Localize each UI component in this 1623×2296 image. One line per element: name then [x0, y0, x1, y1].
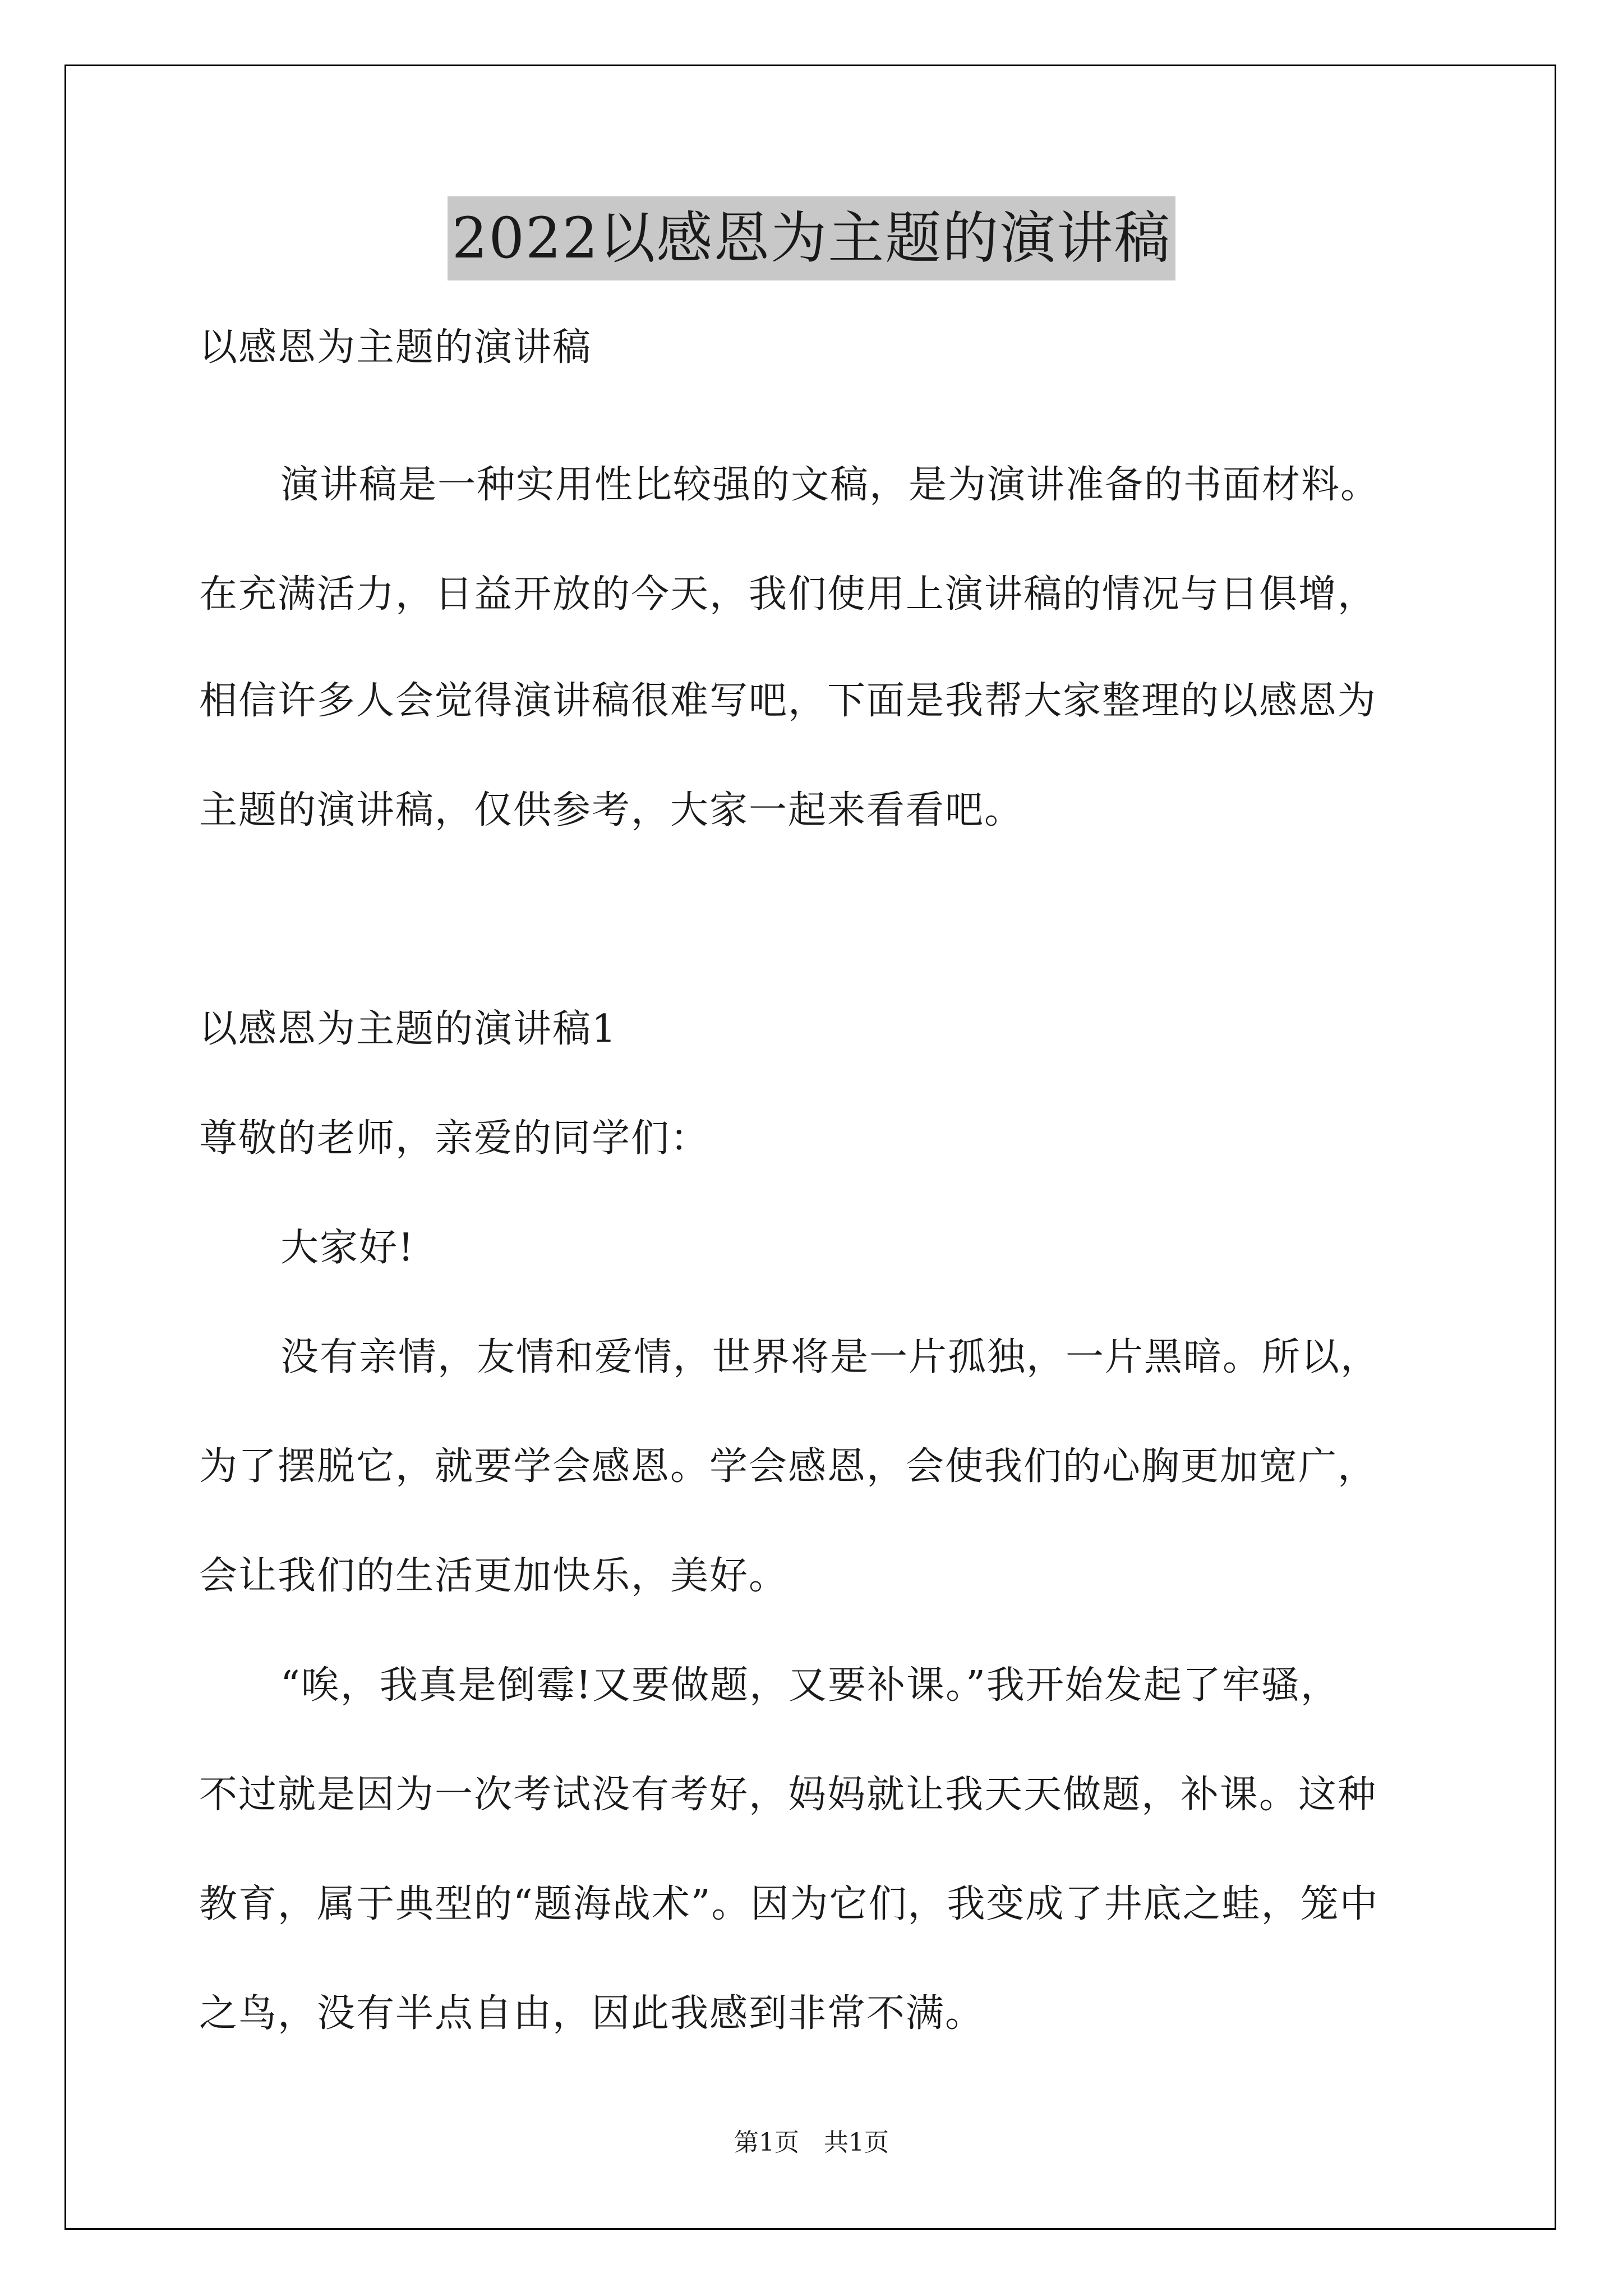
- body-line-5: 不过就是因为一次考试没有考好，妈妈就让我天天做题，补课。这种: [199, 1773, 1377, 1817]
- body-line-7: 之鸟，没有半点自由，因此我感到非常不满。: [199, 1991, 985, 2036]
- body-line-1: 没有亲情，友情和爱情，世界将是一片孤独，一片黑暗。所以，: [280, 1335, 1380, 1379]
- body-line-6: 教育，属于典型的“题海战术”。因为它们，我变成了井底之蛙，笼中: [199, 1882, 1379, 1926]
- page-footer: 第1页 共1页: [734, 2128, 889, 2157]
- salutation-line: 尊敬的老师，亲爱的同学们：: [199, 1116, 710, 1161]
- intro-line-3: 相信许多人会觉得演讲稿很难写吧，下面是我帮大家整理的以感恩为: [199, 679, 1377, 723]
- section-heading: 以感恩为主题的演讲稿1: [199, 1007, 617, 1051]
- intro-line-1: 演讲稿是一种实用性比较强的文稿，是为演讲准备的书面材料。: [280, 463, 1380, 507]
- intro-line-2: 在充满活力，日益开放的今天，我们使用上演讲稿的情况与日俱增，: [199, 572, 1377, 616]
- body-line-2: 为了摆脱它，就要学会感恩。学会感恩，会使我们的心胸更加宽广，: [199, 1444, 1377, 1489]
- body-line-4: “唉，我真是倒霉!又要做题，又要补课。”我开始发起了牢骚，: [280, 1663, 1340, 1708]
- document-title: 2022以感恩为主题的演讲稿: [448, 196, 1176, 280]
- title-container: [0, 196, 1623, 280]
- body-line-3: 会让我们的生活更加快乐，美好。: [199, 1554, 789, 1598]
- greeting-line: 大家好!: [280, 1226, 415, 1270]
- intro-line-4: 主题的演讲稿，仅供参考，大家一起来看看吧。: [199, 788, 1024, 832]
- subtitle-line: 以感恩为主题的演讲稿: [199, 325, 592, 370]
